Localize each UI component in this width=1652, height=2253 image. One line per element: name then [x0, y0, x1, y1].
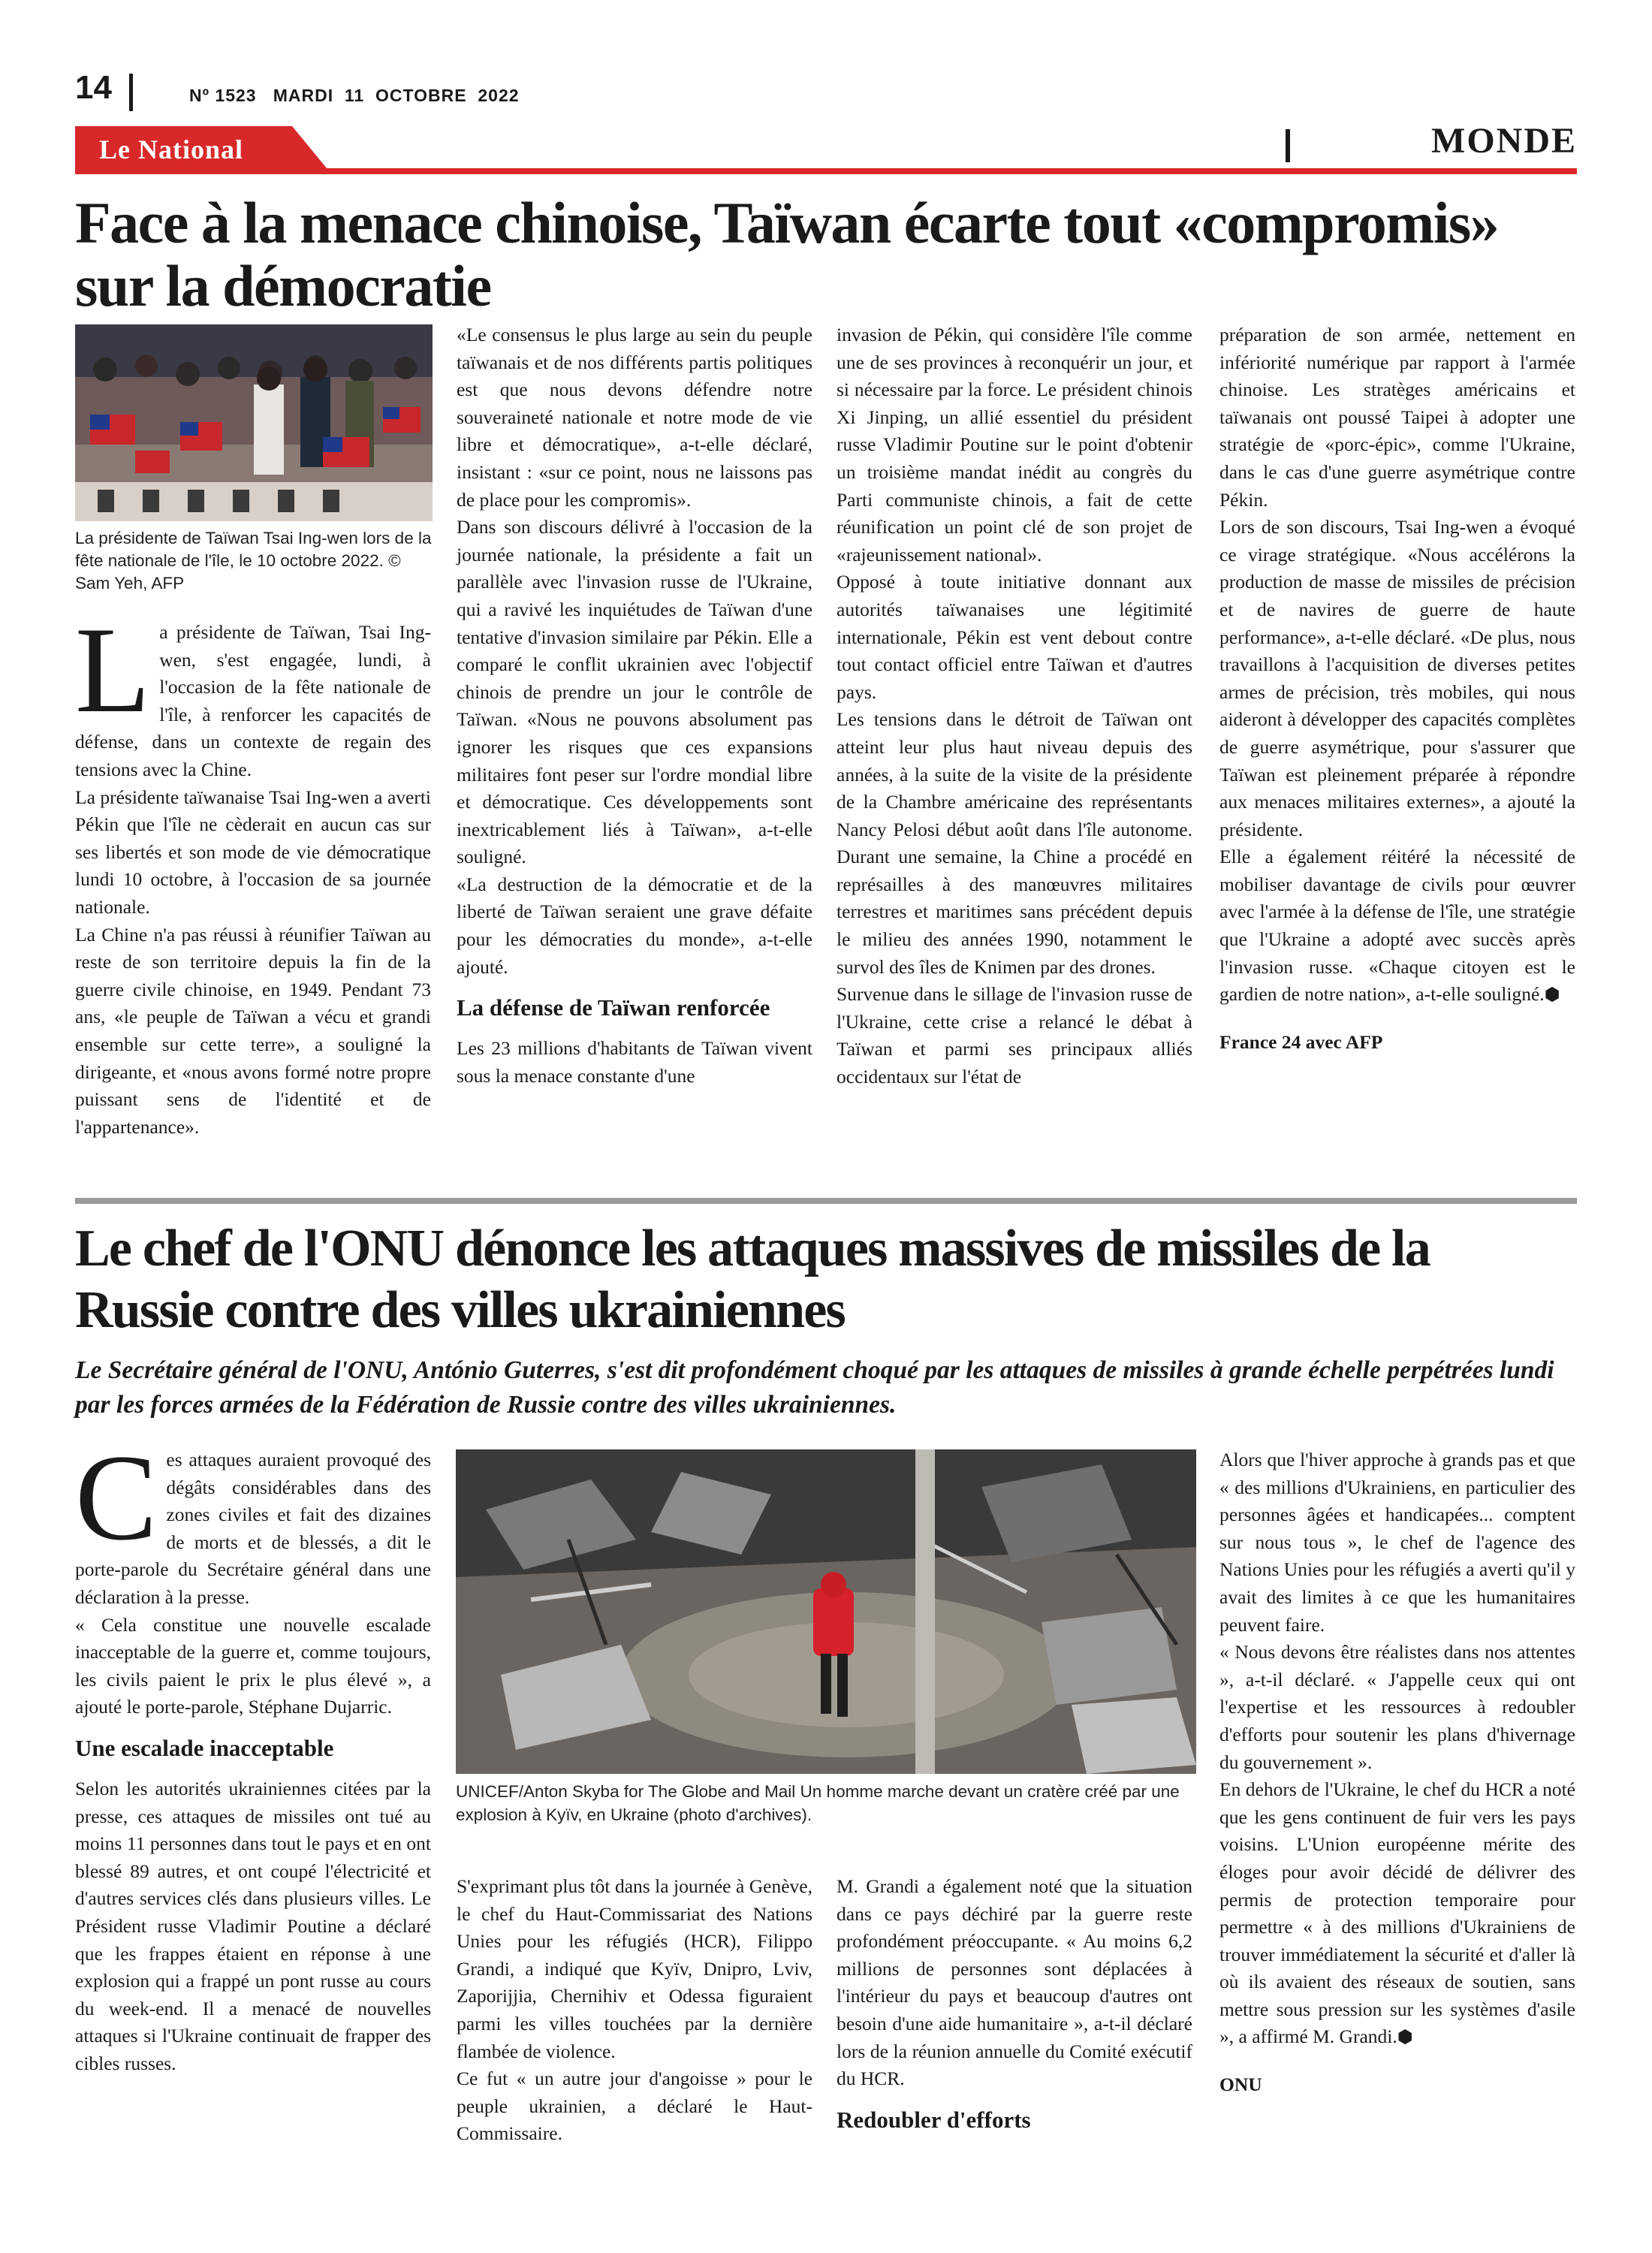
issue-date-line: Nº 1523 MARDI 11 OCTOBRE 2022	[189, 86, 520, 105]
article1-paragraph-5: Dans son discours délivré à l'occasion de la journée nationale, la présidente a fait un parallèle avec l'invasion russe de l'Ukraine, qui a ravivé les inquiétudes de Taïwan d'une tentative d'invasion similaire par Pékin. Elle a comparé le conflit ukrainien avec l'objectif chinois de prendre un jour le contrôle de Taïwan. «Nous ne pouvons absolument pas ignorer les risques que ces expansions militaires font peser sur l'ordre mondial libre et démocratique. Ces développements sont inextricablement liés à Taïwan», a-t-elle souligné.	[457, 516, 812, 868]
article-divider	[75, 1198, 1577, 1204]
article1-paragraph-10-start: Survenue dans le sillage de l'invasion russe de l'Ukraine, cette crise a relancé le débat à Taïwan et parmi ses principaux alliés occidentaux sur l'état de	[837, 983, 1192, 1088]
article2-lead: Le Secrétaire général de l'ONU, António Guterres, s'est dit profondément choqué par les attaques de missiles à grande échelle perpétrées lundi par les forces armées de la Fédération de Russie contre des villes ukrainiennes.	[75, 1356, 1554, 1419]
article2-paragraph-3: Selon les autorités ukrainiennes citées par la presse, ces attaques de missiles ont tué au moins 11 personnes dans tout le pays et en ont blessé 89 autres, et ont coupé l'électricité et d'autres services clés dans plusieurs villes. Le Président russe Vladimir Poutine a déclaré que les frappes étaient en réponse à une explosion qui a frappé un pont russe au cours du week-end. Il a menacé de nouvelles attaques si l'Ukraine continuait de frapper des cibles russes.	[75, 1777, 431, 2074]
page-number-divider	[129, 74, 133, 111]
article2-column-3	[837, 1873, 1192, 2147]
article2-paragraph-6: M. Grandi a également noté que la situation dans ce pays déchiré par la guerre reste profondément préoccupante. « Au moins 6,2 millions de personnes sont déplacées à l'intérieur du pays et beaucoup d'autres ont besoin d'une aide humanitaire », a-t-il déclaré lors de la réunion annuelle du Comité exécutif du HCR.	[837, 1875, 1192, 2090]
article1-photo-caption: La présidente de Taïwan Tsai Ing-wen lors de la fête nationale de l'île, le 10 octobre 2022. © Sam Yeh, AFP	[75, 529, 432, 593]
article1-paragraph-3: La Chine n'a pas réussi à réunifier Taïwan au reste de son territoire depuis la fin de la guerre civile chinoise, en 1949. Pendant 73 ans, «le peuple de Taïwan a vécu et grandi ensemble sur cette terre», a souligné la dirigeante, et «nous avons formé notre propre puissant sens de l'identité et de l'appartenance».	[75, 923, 431, 1138]
article2-dropcap: C	[75, 1430, 158, 1566]
taiwan-ceremony-photo	[75, 324, 433, 521]
article1-photo	[75, 324, 433, 521]
article2-paragraph-2: « Cela constitue une nouvelle escalade inacceptable de la guerre et, comme toujours, les civils paient le prix le plus élevé », a ajouté le porte-parole, Stéphane Dujarric.	[75, 1613, 431, 1718]
end-of-article-hexagon-icon: ⬢	[1544, 985, 1560, 1006]
article1-paragraph-4: «Le consensus le plus large au sein du peuple taïwanais et de nos différents partis politiques est que nous devons défendre notre souveraineté nationale et notre mode de vie libre et démocratique», a-t-elle déclaré, insistant : «sur ce point, nous ne laissons pas de place pour les compromis».	[457, 324, 812, 511]
end-of-article-hexagon-icon: ⬢	[1397, 2028, 1413, 2048]
section-divider	[1286, 129, 1290, 162]
article2-paragraph-8: « Nous devons être réalistes dans nos attentes », a-t-il déclaré. « J'appelle ceux qui ont l'expertise et les ressources à redoubler d'efforts pour soutenir les plans d'hivernage du gouvernement ».	[1219, 1641, 1575, 1773]
article2-headline: Le chef de l'ONU dénonce les attaques massives de missiles de la Russie contre des villes ukrainiennes	[75, 1220, 1430, 1339]
header-red-rule	[75, 168, 1577, 174]
article1-headline: Face à la menace chinoise, Taïwan écarte tout «compromis» sur la démocratie	[75, 190, 1499, 318]
article1-paragraph-1: a présidente de Taïwan, Tsai Ing-wen, s'est engagée, lundi, à l'occasion de la fête nationale de l'île, à renforcer les capacités de défense, dans un contexte de regain des tensions avec la Chine.	[75, 621, 431, 780]
article2-paragraph-5: Ce fut « un autre jour d'angoisse » pour le peuple ukrainien, a déclaré le Haut-Commissaire.	[457, 2068, 812, 2145]
article1-paragraph-10-end: préparation de son armée, nettement en infériorité numérique par rapport à l'armée chinoise. Les stratèges américains et taïwanais ont poussé Taipei à adopter une stratégie de «porc-épic», comme l'Ukraine, dans le cas d'une guerre asymétrique contre Pékin.	[1219, 324, 1575, 511]
article1-subheading: La défense de Taïwan renforcée	[457, 994, 770, 1021]
section-label: MONDE	[1431, 121, 1577, 161]
article2-paragraph-9: En dehors de l'Ukraine, le chef du HCR a noté que les gens continuent de fuir vers les pays voisins. L'Union européenne mérite des éloges pour avoir décidé de délivrer des permis de protection temporaire pour permettre « à des millions d'Ukrainiens de trouver immédiatement la sécurité et d'aller là où ils avaient des réseaux de soutien, sans mettre sous pression sur les systèmes d'asile », a affirmé M. Grandi.	[1219, 1778, 1575, 2048]
article1-dropcap: L	[75, 602, 151, 738]
article2-subheading-2: Redoubler d'efforts	[837, 2106, 1031, 2133]
article1-paragraph-2: La présidente taïwanaise Tsai Ing-wen a averti Pékin que l'île ne cèderait en aucun cas sur ses libertés et son mode de vie démocratique lundi 10 octobre, à l'occasion de sa journée nationale.	[75, 786, 431, 918]
article1-column-4	[1219, 321, 1575, 1056]
kyiv-crater-photo	[456, 1449, 1196, 1774]
article2-subheading-1: Une escalade inacceptable	[75, 1734, 334, 1761]
article2-photo-caption: UNICEF/Anton Skyba for The Globe and Mail Un homme marche devant un cratère créé par une explosion à Kyïv, en Ukraine (photo d'archives).	[456, 1782, 1180, 1824]
article2-column-4	[1219, 1446, 1575, 2099]
article1-paragraph-11: Lors de son discours, Tsai Ing-wen a évoqué ce virage stratégique. «Nous accélérons la production de masse de missiles de précision et de navires de guerre de haute performance», a-t-elle déclaré. «De plus, nous travaillons à l'acquisition de diverses petites armes de précision, très mobiles, qui nous aideront à développer des capacités complètes de guerre asymétrique, pour s'assurer que Taïwan est pleinement préparée à répondre aux menaces militaires externes», a ajouté la présidente.	[1219, 516, 1575, 840]
article2-column-1	[75, 1430, 431, 2077]
article1-column-3	[837, 321, 1192, 1091]
article1-paragraph-12: Elle a également réitéré la nécessité de mobiliser davantage de civils pour œuvrer avec l'armée à la défense de l'île, une stratégie que l'Ukraine a adopté avec succès après l'invasion russe. «Chaque citoyen est le gardien de notre nation», a-t-elle souligné.	[1219, 846, 1575, 1006]
article1-paragraph-7-start: Les 23 millions d'habitants de Taïwan vivent sous la menace constante d'une	[457, 1037, 812, 1087]
article1-paragraph-9: Les tensions dans le détroit de Taïwan ont atteint leur plus haut niveau depuis des années, à la suite de la visite de la présidente de la Chambre américaine des représentants Nancy Pelosi début août dans l'île autonome. Durant une semaine, la Chine a procédé en représailles à des manœuvres militaires terrestres et maritimes sans précédent depuis le milieu des années 1990, notamment le survol des îles de Knimen par des drones.	[837, 708, 1192, 978]
article2-paragraph-7: Alors que l'hiver approche à grands pas et que « des millions d'Ukrainiens, en particulier des personnes âgées et handicapées... comptent sur nous tous », le chef de l'agence des Nations Unies pour les réfugiés a averti qu'il y avait des limites à ce que les humanitaires peuvent faire.	[1219, 1449, 1575, 1636]
article1-signature: France 24 avec AFP	[1219, 1030, 1383, 1053]
article2-signature: ONU	[1219, 2074, 1262, 2096]
brand-name: Le National	[99, 134, 244, 164]
article1-paragraph-6: «La destruction de la démocratie et de la liberté de Taïwan seraient une grave défaite pour les démocraties du monde», a-t-elle ajouté.	[457, 873, 812, 978]
article1-paragraph-8: Opposé à toute initiative donnant aux autorités taïwanaises une légitimité internationale, Pékin est vent debout contre tout contact officiel entre Taïwan et d'autres pays.	[837, 571, 1192, 703]
article1-column-2	[457, 321, 812, 1090]
article1-paragraph-7-end: invasion de Pékin, qui considère l'île comme une de ses provinces à reconquérir un jour, et si nécessaire par la force. Le président chinois Xi Jinping, un allié essentiel du président russe Vladimir Poutine sur le point d'obtenir un troisième mandat inédit au congrès du Parti communiste chinois, a fait de cette réunification un point clé de son projet de «rajeunissement national».	[837, 324, 1192, 566]
article2-paragraph-4: S'exprimant plus tôt dans la journée à Genève, le chef du Haut-Commissariat des Nations Unies pour les réfugiés (HCR), Filippo Grandi, a indiqué que Kyïv, Dnipro, Lviv, Zaporijjia, Chernihiv et Odessa figuraient parmi les villes touchées par la dernière flambée de violence.	[457, 1875, 812, 2062]
page-number: 14	[75, 69, 112, 106]
article2-column-2	[457, 1873, 812, 2148]
article2-photo	[456, 1449, 1196, 1774]
article1-column-1	[75, 602, 431, 1141]
article2-paragraph-1: es attaques auraient provoqué des dégâts considérables dans des zones civiles et fait des dizaines de morts et de blessés, a dit le porte-parole du Secrétaire général dans une déclaration à la presse.	[75, 1449, 431, 1608]
